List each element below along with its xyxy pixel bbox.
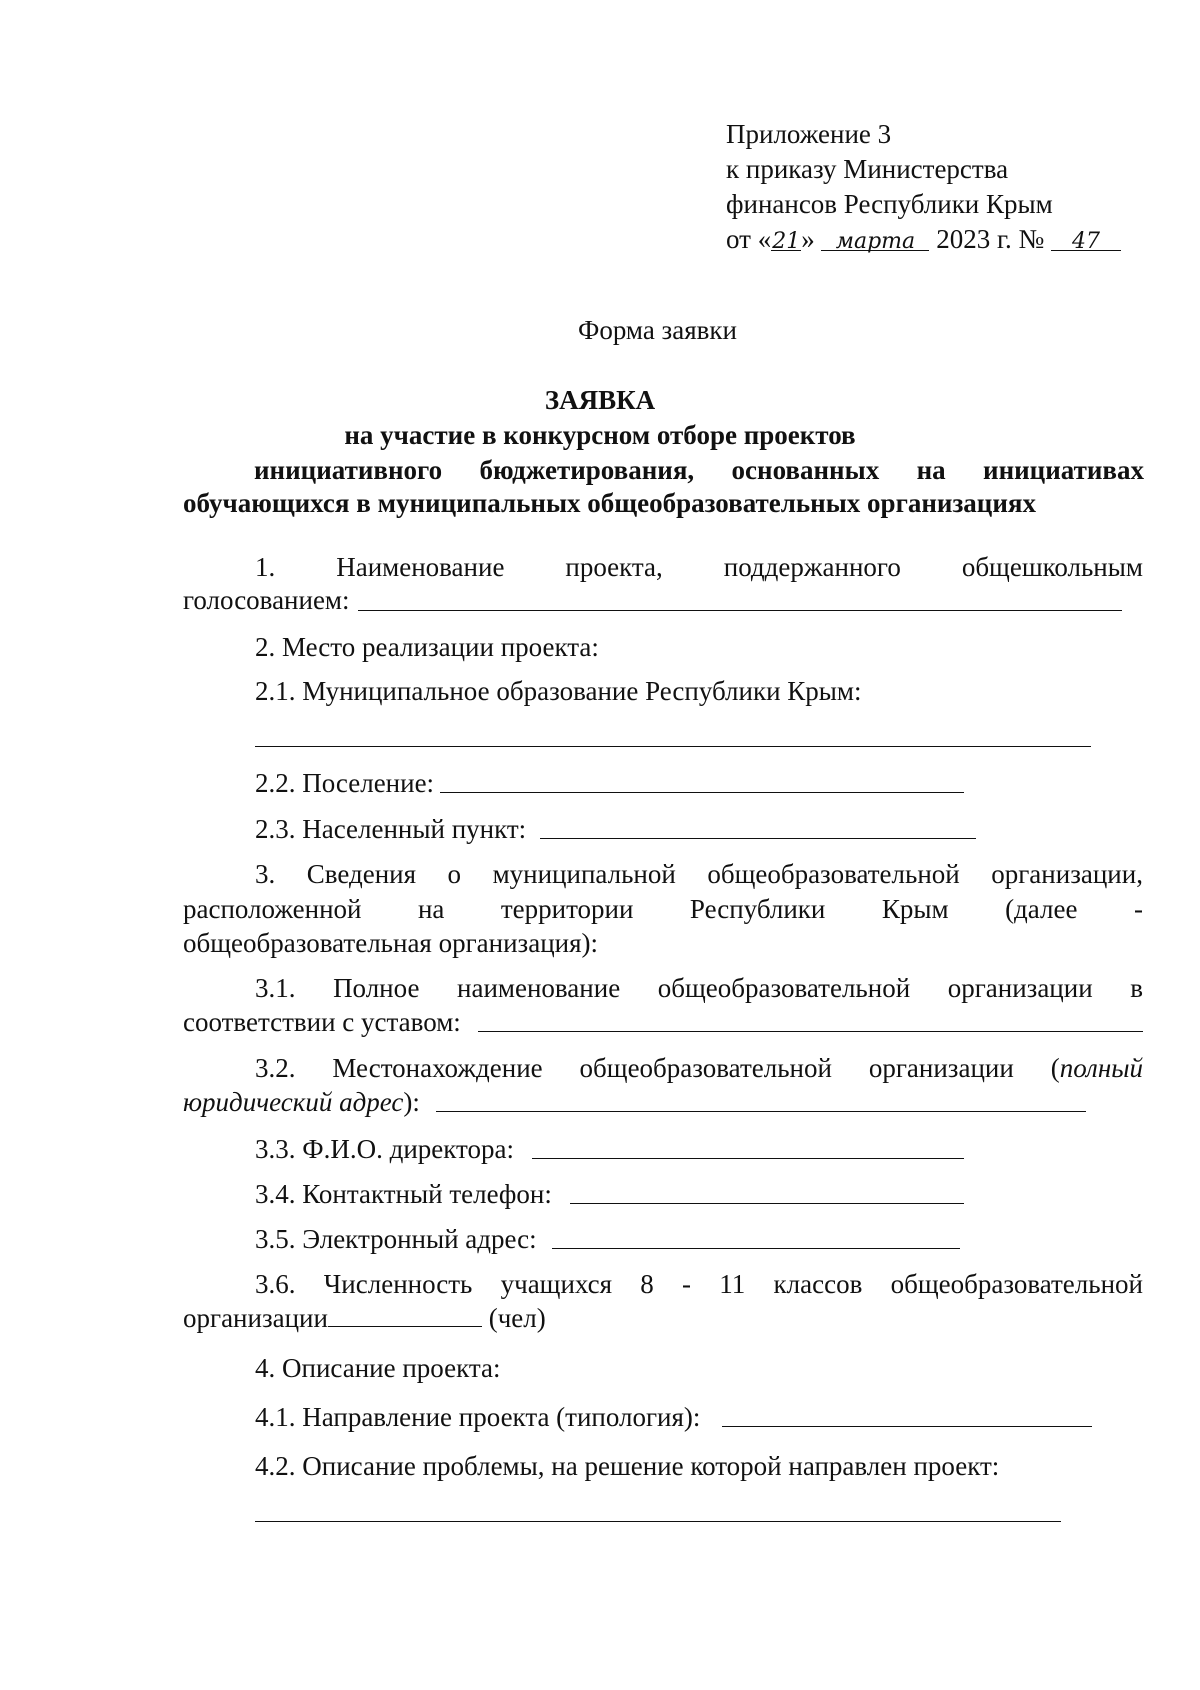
title-main: ЗАЯВКА	[544, 385, 656, 415]
item-3-2-answer-field[interactable]	[436, 1111, 1086, 1112]
item-2-1: 2.1. Муниципальное образование Республики Крым:	[255, 676, 862, 706]
item-3-l2-w3: Республики	[689, 894, 826, 924]
item-3-1-w0: 3.1.	[255, 973, 296, 1003]
item-1-w2: проекта,	[565, 552, 663, 582]
item-4-2-answer-field[interactable]	[255, 1521, 1061, 1522]
item-3-2-w2: общеобразовательной	[579, 1053, 832, 1083]
item-3-3: 3.3. Ф.И.О. директора:	[255, 1134, 514, 1164]
item-3-4-answer-field[interactable]	[570, 1203, 964, 1204]
item-3-6-w5: 11	[719, 1269, 746, 1299]
item-1-w1: Наименование	[336, 552, 505, 582]
item-3-6-cont	[183, 1302, 546, 1334]
item-3-2-w4	[1051, 1052, 1143, 1085]
item-3-6-w1: Численность	[323, 1269, 473, 1299]
item-3-2-close: ):	[403, 1087, 420, 1117]
item-3-6-w6: классов	[773, 1269, 863, 1299]
item-3-w5: организации,	[991, 859, 1143, 889]
item-3-line-2	[183, 893, 1143, 926]
order-ref-line: к приказу Министерства	[726, 154, 1009, 184]
item-3-2-w0: 3.2.	[255, 1053, 296, 1083]
title-line-1: на участие в конкурсном отборе проектов	[344, 420, 856, 450]
item-3-6-w2: учащихся	[500, 1269, 613, 1299]
item-3-1-cont: соответствии с уставом:	[183, 1007, 461, 1037]
item-2-2-answer-field[interactable]	[440, 792, 964, 793]
item-3-w4: общеобразовательной	[707, 859, 960, 889]
item-1-w4: общешкольным	[961, 552, 1143, 582]
item-3-w1: Сведения	[306, 859, 417, 889]
item-3-4: 3.4. Контактный телефон:	[255, 1179, 552, 1209]
ministry-line: финансов Республики Крым	[726, 189, 1053, 219]
item-3-6-count-field[interactable]	[328, 1302, 482, 1327]
date-mid: »	[801, 224, 815, 254]
item-1-cont: голосованием:	[183, 585, 350, 615]
item-2-3: 2.3. Населенный пункт:	[255, 814, 527, 844]
item-3-w3: муниципальной	[492, 859, 676, 889]
order-date-line	[726, 223, 1121, 255]
item-3-6-w0: 3.6.	[255, 1269, 296, 1299]
item-3-l2-w2: территории	[500, 894, 634, 924]
item-3-6-line	[255, 1268, 1143, 1301]
item-2: 2. Место реализации проекта:	[255, 632, 599, 662]
item-3-2-w1: Местонахождение	[332, 1053, 543, 1083]
item-4-2: 4.2. Описание проблемы, на решение которой направлен проект:	[255, 1451, 1000, 1481]
item-3-l2-w6: -	[1133, 894, 1143, 924]
item-3-1-w4: организации	[947, 973, 1093, 1003]
title-line-3: обучающихся в муниципальных общеобразовательных организациях	[183, 488, 1037, 518]
title-line-2	[254, 454, 1144, 487]
item-3-1-line	[255, 972, 1143, 1005]
item-3-3-answer-field[interactable]	[532, 1158, 964, 1159]
item-3-6-w3: 8	[640, 1269, 654, 1299]
item-3-l2-w4: Крым	[881, 894, 949, 924]
item-3-l2-w0: расположенной	[183, 894, 362, 924]
title-line-2-text: инициативного бюджетирования, основанных на инициативах	[254, 455, 1144, 485]
item-4: 4. Описание проекта:	[255, 1353, 501, 1383]
item-3-w0: 3.	[255, 859, 276, 889]
item-1-line	[255, 551, 1143, 584]
item-1-answer-field[interactable]	[358, 610, 1122, 611]
item-2-3-answer-field[interactable]	[540, 838, 976, 839]
item-3-1-w5: в	[1130, 973, 1143, 1003]
item-3-1-w1: Полное	[333, 973, 420, 1003]
item-3-2-cont	[183, 1086, 420, 1118]
form-label: Форма заявки	[578, 315, 737, 345]
item-3-2-paren: (	[1050, 1053, 1060, 1083]
item-3-6-cont-a: организации	[183, 1303, 328, 1333]
item-1-w0: 1.	[255, 552, 276, 582]
item-3-1-answer-field[interactable]	[478, 1031, 1143, 1032]
item-3-2-w3: организации	[868, 1053, 1014, 1083]
date-month: марта	[821, 226, 929, 251]
item-4-1: 4.1. Направление проекта (типология):	[255, 1402, 701, 1432]
item-3-1-w2: наименование	[457, 973, 621, 1003]
item-3-6-w7: общеобразовательной	[890, 1269, 1143, 1299]
item-3-1-w3: общеобразовательной	[657, 973, 911, 1003]
item-2-1-answer-field[interactable]	[255, 746, 1091, 747]
order-number: 47	[1051, 226, 1121, 251]
item-3-cont: общеобразовательная организация):	[183, 928, 599, 958]
item-2-2: 2.2. Поселение:	[255, 768, 435, 798]
item-3-6-w4: -	[682, 1269, 692, 1299]
item-4-1-answer-field[interactable]	[722, 1426, 1092, 1427]
item-3-l2-w5: (далее	[1005, 894, 1078, 924]
item-3-5-answer-field[interactable]	[552, 1248, 960, 1249]
item-3-line-1	[255, 858, 1143, 891]
item-3-w2: о	[447, 859, 462, 889]
item-3-2-line	[255, 1052, 1143, 1085]
appendix-label: Приложение 3	[726, 119, 892, 149]
item-3-2-italic-2: юридический адрес	[183, 1087, 404, 1117]
item-3-5: 3.5. Электронный адрес:	[255, 1224, 537, 1254]
item-3-2-italic-1: полный	[1059, 1053, 1143, 1083]
date-year: 2023 г. №	[936, 224, 1045, 254]
item-1-w3: поддержанного	[723, 552, 901, 582]
date-day: 21	[771, 226, 801, 251]
item-3-l2-w1: на	[417, 894, 445, 924]
date-prefix: от «	[726, 224, 772, 254]
item-3-6-cont-b: (чел)	[488, 1303, 546, 1333]
